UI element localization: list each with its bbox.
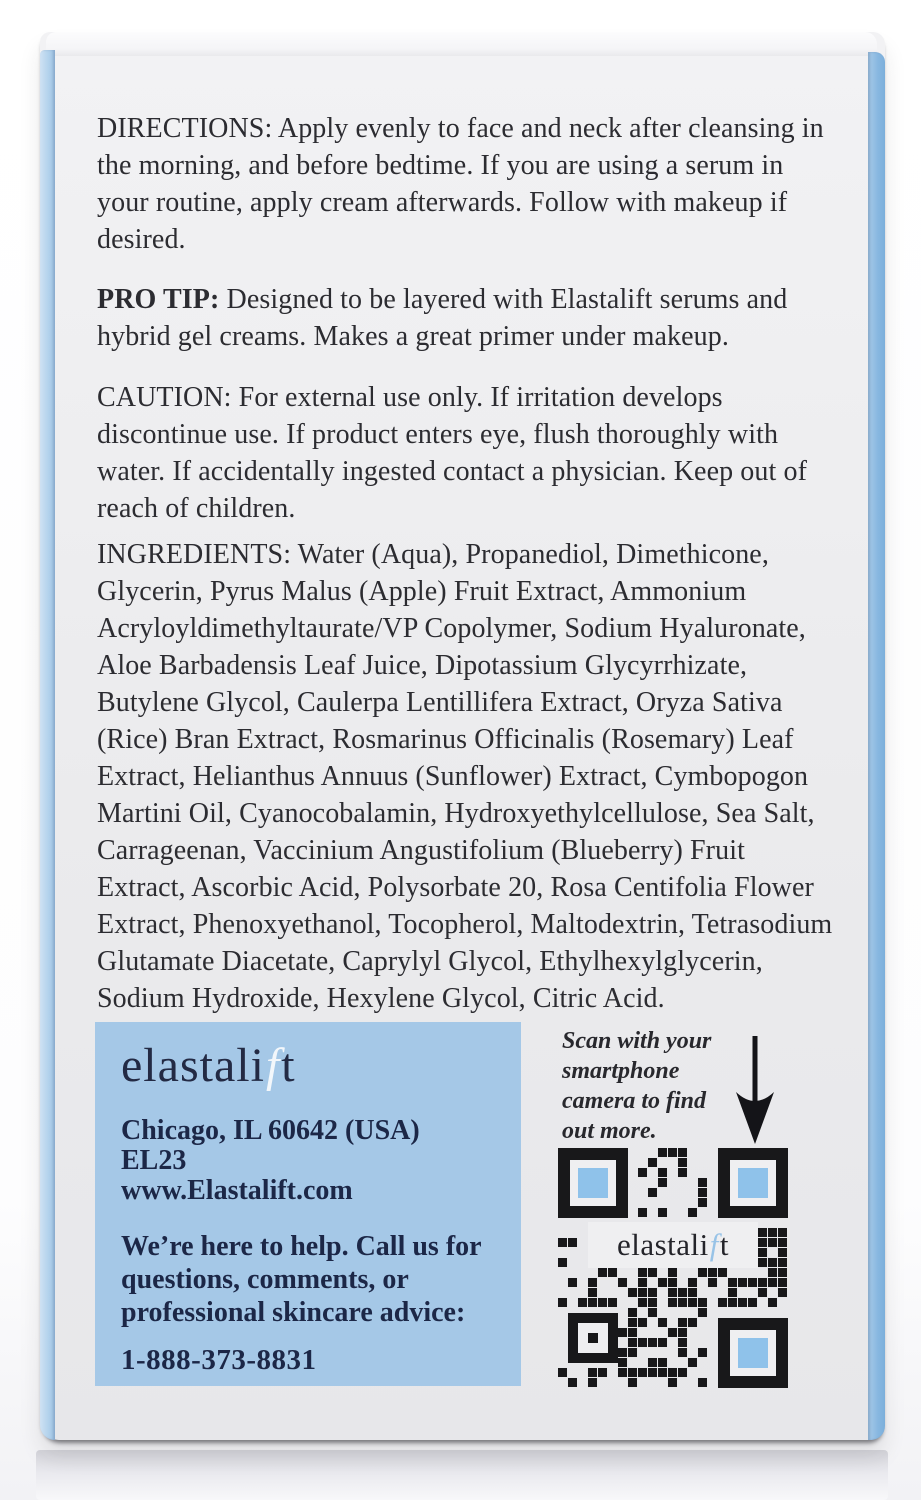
brand-logo-pre: elastali bbox=[121, 1039, 265, 1092]
product-code: EL23 bbox=[121, 1145, 187, 1176]
address-line: Chicago, IL 60642 (USA) bbox=[121, 1115, 420, 1146]
table-reflection bbox=[36, 1450, 888, 1500]
product-box-back-panel bbox=[40, 32, 885, 1440]
website-url: www.Elastalift.com bbox=[121, 1175, 353, 1206]
directions-text: DIRECTIONS: Apply evenly to face and neck after cleansing in the morning, and before bedtime. If you are using a serum in your routine, apply cream afterwards. Follow with makeup if desired. bbox=[97, 113, 824, 255]
brand-logo bbox=[121, 1038, 296, 1093]
down-arrow-icon bbox=[732, 1032, 778, 1153]
qr-brand-label bbox=[588, 1222, 758, 1268]
contact-info-panel bbox=[95, 1022, 521, 1386]
caution-text: CAUTION: For external use only. If irritation develops discontinue use. If product enters eye, flush thoroughly with water. If accidentally ingested contact a physician. Keep out of reach of children. bbox=[97, 382, 808, 524]
address-block bbox=[121, 1116, 420, 1206]
pro-tip-text bbox=[97, 281, 825, 355]
qr-code bbox=[558, 1148, 788, 1388]
pro-tip-body: Designed to be layered with Elastalift serums and hybrid gel creams. Makes a great primer under makeup. bbox=[97, 284, 788, 352]
box-left-edge bbox=[40, 50, 55, 1440]
qr-caption: Scan with your smartphone camera to find out more. bbox=[562, 1028, 712, 1144]
qr-brand-pre: elastali bbox=[616, 1227, 709, 1262]
brand-logo-post: t bbox=[281, 1039, 296, 1092]
qr-brand-f: f bbox=[709, 1227, 719, 1262]
help-text: We’re here to help. Call us for questions, comments, or professional skincare advice: bbox=[121, 1231, 482, 1328]
brand-logo-f: f bbox=[265, 1039, 281, 1092]
box-top-edge bbox=[46, 32, 877, 56]
ingredients-text: INGREDIENTS: Water (Aqua), Propanediol, Dimethicone, Glycerin, Pyrus Malus (Apple) Fruit Extract, Ammonium Acryloyldimethyltaurate/VP Copolymer, Sodium Hyaluronate, Aloe Barbadensis Leaf Juice, Dipotassium Glycyrrhizate, Butylene Glycol, Caulerpa Lentillifera Extract, Oryza Sativa (Rice) Bran Extract, Rosmarinus Officinalis (Rosemary) Leaf Extract, Helianthus Annuus (Sunflower) Extract, Cymbopogon Martini Oil, Cyanocobalamin, Hydroxyethylcellulose, Sea Salt, Carrageenan, Vaccinium Angustifolium (Blueberry) Fruit Extract, Ascorbic Acid, Polysorbate 20, Rosa Centifolia Flower Extract, Phenoxyethanol, Tocopherol, Maltodextrin, Tetrasodium Glutamate Diacetate, Caprylyl Glycol, Ethylhexylglycerin, Sodium Hydroxide, Hexylene Glycol, Citric Acid. bbox=[97, 539, 833, 1014]
box-right-edge bbox=[868, 52, 885, 1440]
pro-tip-label: PRO TIP: bbox=[97, 284, 220, 315]
phone-number: 1-888-373-8831 bbox=[121, 1344, 317, 1376]
qr-modules bbox=[558, 1148, 788, 1388]
qr-brand-post: t bbox=[719, 1227, 730, 1262]
